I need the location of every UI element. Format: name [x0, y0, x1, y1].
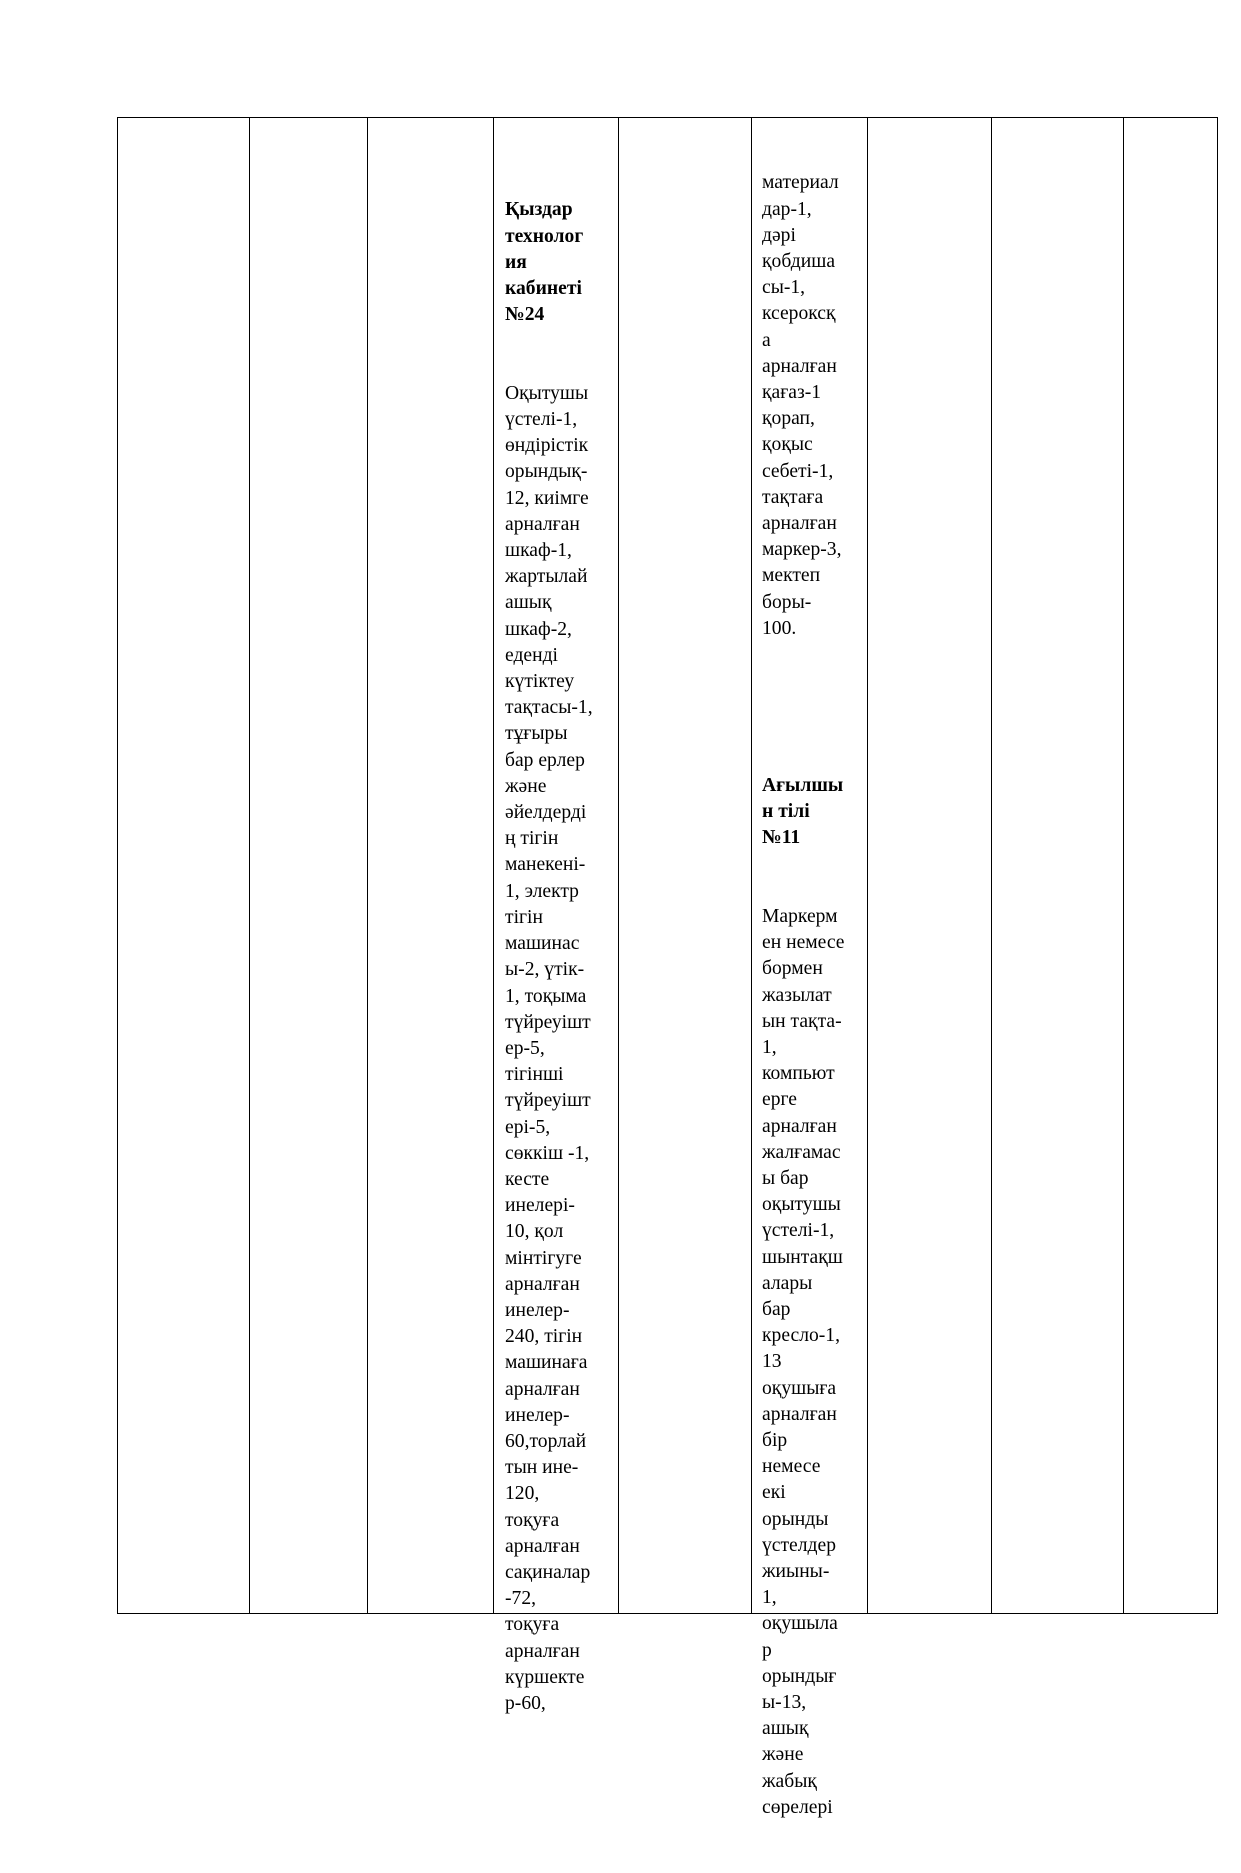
text-line: №24 — [505, 304, 545, 326]
text-line: себеті-1, — [762, 460, 834, 482]
text-line: боры- — [762, 591, 812, 613]
text-line: алары — [762, 1272, 813, 1294]
text-line: үстелі-1, — [505, 409, 578, 431]
text-line: шкаф-2, — [505, 618, 572, 640]
text-line: 10, қол — [505, 1221, 564, 1243]
text-line: әйелдерді — [505, 802, 587, 824]
text-line: 60,торлай — [505, 1430, 587, 1452]
text-line: тігінші — [505, 1064, 564, 1086]
column-divider — [1123, 118, 1124, 1613]
text-line: және — [505, 775, 547, 797]
cell-body — [505, 381, 617, 1717]
cell-heading — [762, 773, 866, 852]
text-line: ң тігін — [505, 828, 559, 850]
cell-body — [762, 904, 866, 1821]
text-line: жалғамас — [762, 1141, 841, 1163]
text-line: кресло-1, — [762, 1325, 840, 1347]
column-divider — [991, 118, 992, 1613]
text-line: тақтасы-1, — [505, 697, 593, 719]
text-line: Маркерм — [762, 905, 838, 927]
text-line: қоқыс — [762, 434, 813, 456]
text-line: 1, тоқыма — [505, 985, 587, 1007]
text-line: ы-13, — [762, 1691, 807, 1713]
text-line: р-60, — [505, 1692, 546, 1714]
text-line: және — [762, 1744, 804, 1766]
text-line: жиыны- — [762, 1560, 830, 1582]
text-line: маркер-3, — [762, 539, 842, 561]
text-line: қобдиша — [762, 251, 836, 273]
text-line: арналған — [762, 1403, 837, 1425]
text-line: ен немесе — [762, 932, 845, 954]
cell-english-room — [762, 118, 866, 1818]
text-line: бар ерлер — [505, 749, 585, 771]
text-line: н тілі — [762, 801, 810, 823]
text-line: шкаф-1, — [505, 540, 572, 562]
text-line: арналған — [505, 1640, 580, 1662]
text-line: инелері- — [505, 1195, 575, 1217]
cell-girls-technology-room — [505, 145, 617, 1714]
equipment-table — [117, 117, 1218, 1818]
text-line: сақиналар — [505, 1561, 591, 1583]
text-line: 13 — [762, 1351, 782, 1373]
text-line: Оқытушы — [505, 382, 589, 404]
cell-top-text — [762, 170, 866, 642]
text-line: тұғыры — [505, 723, 568, 745]
text-line: түйреуішт — [505, 1090, 591, 1112]
text-line: технолог — [505, 225, 584, 247]
text-line: оқушыға — [762, 1377, 837, 1399]
text-line: ия — [505, 251, 527, 273]
text-line: арналған — [762, 355, 837, 377]
text-line: арналған — [505, 1273, 580, 1295]
text-line: арналған — [505, 1535, 580, 1557]
text-line: бір — [762, 1429, 788, 1451]
column-divider — [249, 118, 250, 1613]
text-line: түйреуішт — [505, 1011, 591, 1033]
text-line: сөрелері — [762, 1796, 833, 1818]
text-line: жазылат — [762, 984, 832, 1006]
text-line: кесте — [505, 1168, 550, 1190]
text-line: арналған — [505, 1378, 580, 1400]
text-line: тоқуға — [505, 1614, 560, 1636]
text-line: бормен — [762, 958, 823, 980]
text-line: инелер- — [505, 1404, 570, 1426]
paragraph-gap — [762, 694, 866, 720]
text-line: -72, — [505, 1588, 537, 1610]
text-line: үстелдер — [762, 1534, 836, 1556]
column-divider — [751, 118, 752, 1613]
text-line: компьют — [762, 1063, 835, 1085]
text-line: арналған — [505, 513, 580, 535]
text-line: жартылай — [505, 566, 588, 588]
text-line: 120, — [505, 1483, 540, 1505]
text-line: машинас — [505, 933, 580, 955]
text-line: Ағылшы — [762, 774, 844, 796]
column-divider — [493, 118, 494, 1613]
text-line: бар — [762, 1298, 791, 1320]
text-line: арналған — [762, 1115, 837, 1137]
text-line: 240, тігін — [505, 1326, 583, 1348]
text-line: оқытушы — [762, 1194, 841, 1216]
text-line: 1, — [762, 1036, 777, 1058]
text-line: ксероксқ — [762, 303, 836, 325]
text-line: 12, киімге — [505, 487, 589, 509]
text-line: ерге — [762, 1089, 797, 1111]
text-line: немесе — [762, 1456, 821, 1478]
text-line: ашық — [762, 1718, 809, 1740]
text-line: қағаз-1 — [762, 382, 822, 404]
text-line: тігін — [505, 906, 543, 928]
text-line: ын тақта- — [762, 1010, 842, 1032]
text-line: 1, — [762, 1587, 777, 1609]
text-line: шынтақш — [762, 1246, 843, 1268]
text-line: тоқуға — [505, 1509, 560, 1531]
text-line: инелер- — [505, 1299, 570, 1321]
text-line: материал — [762, 172, 839, 194]
text-line: қорап, — [762, 408, 815, 430]
text-line: ашық — [505, 592, 552, 614]
text-line: оқушыла — [762, 1613, 838, 1635]
column-divider — [867, 118, 868, 1613]
text-line: мінтігуге — [505, 1247, 582, 1269]
cell-heading — [505, 197, 617, 328]
text-line: мектеп — [762, 565, 821, 587]
text-line: тын ине- — [505, 1457, 579, 1479]
text-line: Қыздар — [505, 199, 573, 221]
text-line: манекені- — [505, 854, 586, 876]
text-line: машинаға — [505, 1352, 588, 1374]
text-line: күршекте — [505, 1666, 585, 1688]
column-divider — [367, 118, 368, 1613]
text-line: арналған — [762, 513, 837, 535]
text-line: жабық — [762, 1770, 817, 1792]
text-line: еденді — [505, 644, 559, 666]
text-line: өндірістік — [505, 435, 589, 457]
text-line: дәрі — [762, 224, 796, 246]
text-line: сы-1, — [762, 277, 806, 299]
text-line: №11 — [762, 827, 801, 849]
text-line: екі — [762, 1482, 786, 1504]
text-line: ы бар — [762, 1167, 809, 1189]
text-line: ері-5, — [505, 1116, 551, 1138]
text-line: ер-5, — [505, 1037, 545, 1059]
text-line: тақтаға — [762, 486, 824, 508]
text-line: үстелі-1, — [762, 1220, 835, 1242]
text-line: орындығ — [762, 1665, 837, 1687]
text-line: а — [762, 329, 771, 351]
text-line: сөккіш -1, — [505, 1142, 590, 1164]
text-line: 1, электр — [505, 880, 579, 902]
text-line: кабинеті — [505, 278, 582, 300]
text-line: орынды — [762, 1508, 829, 1530]
text-line: орындық- — [505, 461, 588, 483]
text-line: ы-2, үтік- — [505, 959, 585, 981]
text-line: күтіктеу — [505, 671, 575, 693]
text-line: 100. — [762, 617, 797, 639]
column-divider — [618, 118, 619, 1613]
text-line: р — [762, 1639, 772, 1661]
text-line: дар-1, — [762, 198, 812, 220]
